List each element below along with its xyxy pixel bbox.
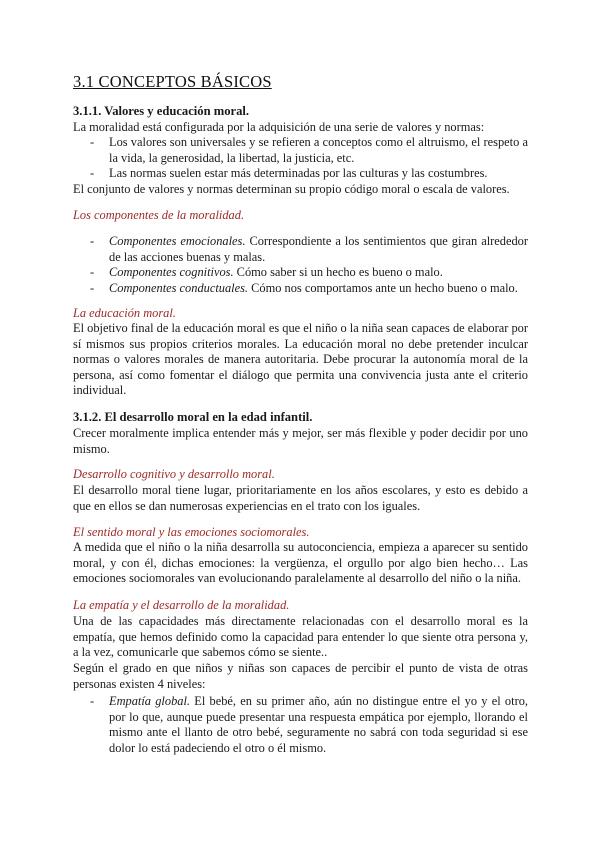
subheading-educacion-moral: La educación moral. xyxy=(73,306,176,320)
subheading-empatia: La empatía y el desarrollo de la moralidad. xyxy=(73,598,290,612)
bullet-list xyxy=(90,135,528,182)
page-title: 3.1 CONCEPTOS BÁSICOS xyxy=(73,72,272,91)
paragraph: A medida que el niño o la niña desarrolla su autoconciencia, empieza a aparecer su sentido moral, y con él, dichas emociones: la vergüenza, el orgullo por algo bien hecho… Las emociones sociomorales van evolucionando paralelamente al desarrollo del niño o la niña. xyxy=(73,540,528,585)
paragraph: Una de las capacidades más directamente relacionadas con el desarrollo moral es la empatía, que hemos definido como la capacidad para entender lo que siente otra persona y, a la vez, comunicarle que sabemos cómo se siente.. xyxy=(73,614,528,659)
list-item: - Componentes cognitivos. Cómo saber si un hecho es bueno o malo. xyxy=(90,265,443,279)
paragraph: La moralidad está configurada por la adquisición de una serie de valores y normas: xyxy=(73,120,485,134)
section-heading-3-1-1: 3.1.1. Valores y educación moral. xyxy=(73,104,250,118)
list-item: - Los valores son universales y se refieren a conceptos como el altruismo, el respeto a la vida, la generosidad, la libertad, la justicia, etc. xyxy=(90,135,528,165)
bullet-list xyxy=(90,694,528,756)
paragraph: El objetivo final de la educación moral es que el niño o la niña sean capaces de elaborar por sí mismos sus propios criterios morales. La educación moral no debe pretender inculcar normas o valores morales de manera autoritaria. Debe procurar la autonomía moral de la persona, así como fomentar el diálogo que permita una convivencia justa ante el criterio individual. xyxy=(73,321,528,397)
list-item: - Componentes emocionales. Correspondiente a los sentimientos que giran alrededor de las acciones buenas y malas. xyxy=(90,234,528,264)
paragraph: Crecer moralmente implica entender más y mejor, ser más flexible y poder decidir por uno mismo. xyxy=(73,426,528,456)
paragraph: El conjunto de valores y normas determinan su propio código moral o escala de valores. xyxy=(73,182,510,196)
section-heading-3-1-2: 3.1.2. El desarrollo moral en la edad infantil. xyxy=(73,410,313,424)
list-item: - Componentes conductuales. Cómo nos comportamos ante un hecho bueno o malo. xyxy=(90,280,518,295)
bullet-list xyxy=(90,234,528,296)
list-item: - Empatía global. El bebé, en su primer año, aún no distingue entre el yo y el otro, por lo que, aunque puede presentar una respuesta empática por ejemplo, llorando el mismo ante el llanto de otro bebé, seguramente no sabrá con toda seguridad si ese dolor lo está padeciendo el otro o él mismo. xyxy=(90,694,528,755)
paragraph: Según el grado en que niños y niñas son capaces de percibir el punto de vista de otras personas existen 4 niveles: xyxy=(73,661,528,691)
subheading-desarrollo-cognitivo: Desarrollo cognitivo y desarrollo moral. xyxy=(73,467,275,481)
list-item: - Las normas suelen estar más determinadas por las culturas y las costumbres. xyxy=(90,166,488,180)
subheading-componentes: Los componentes de la moralidad. xyxy=(73,208,245,222)
paragraph: El desarrollo moral tiene lugar, prioritariamente en los años escolares, y esto es debido a que en ellos se dan numerosas experiencias en el trato con los iguales. xyxy=(73,483,528,513)
subheading-sentido-moral: El sentido moral y las emociones sociomorales. xyxy=(73,525,310,539)
